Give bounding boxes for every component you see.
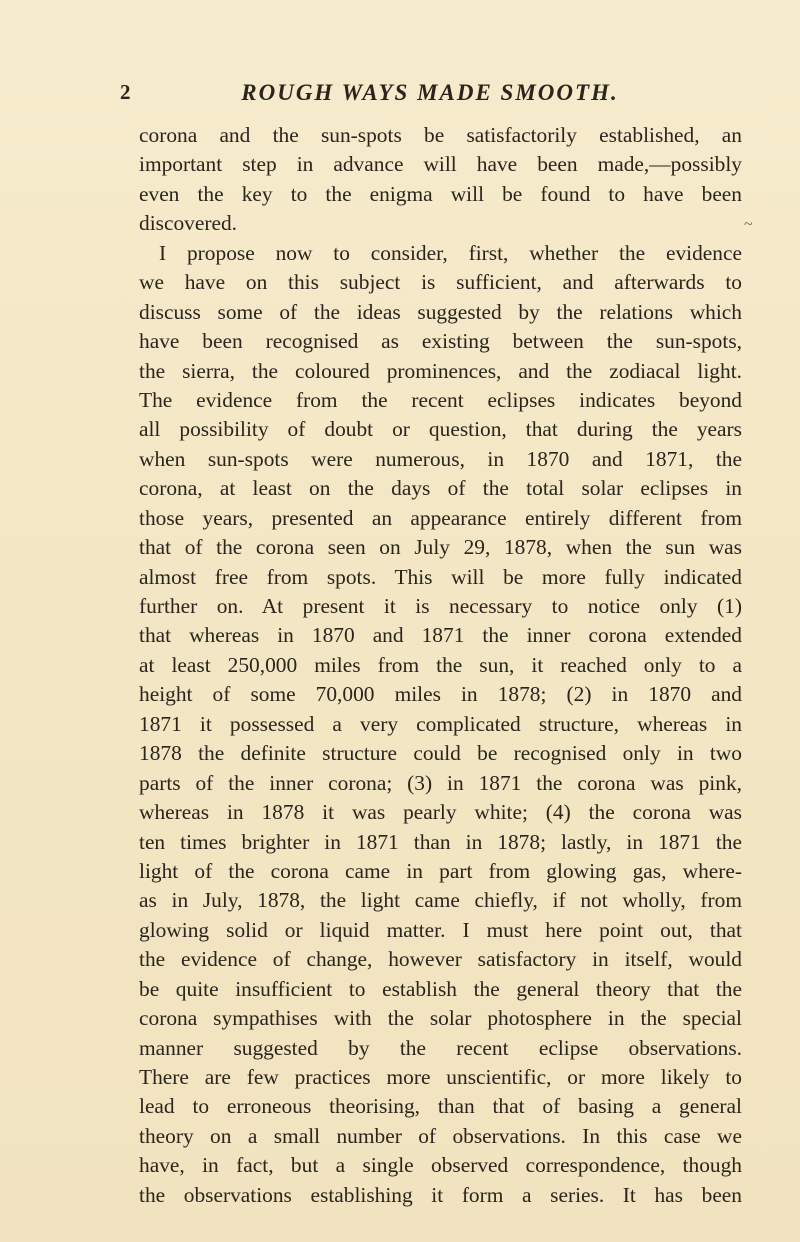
text-line: 1878 the definite structure could be recognised only in two: [139, 741, 742, 766]
text-line: when sun-spots were numerous, in 1870 and 1871, the: [139, 446, 742, 471]
text-line: corona sympathises with the solar photosphere in the special: [139, 1006, 742, 1031]
text-line: whereas in 1878 it was pearly white; (4) the corona was: [139, 800, 742, 825]
text-line: parts of the inner corona; (3) in 1871 the corona was pink,: [139, 770, 742, 795]
text-line: height of some 70,000 miles in 1878; (2) in 1870 and: [139, 682, 742, 707]
text-line: theory on a small number of observations. In this case we: [139, 1123, 742, 1148]
text-line: important step in advance will have been made,—possibly: [139, 152, 742, 177]
text-line: be quite insufficient to establish the general theory that the: [139, 976, 742, 1001]
text-line: discovered.: [139, 211, 238, 236]
text-line: that of the corona seen on July 29, 1878, when the sun was: [139, 535, 742, 560]
text-line: I propose now to consider, first, whether the evidence: [159, 240, 742, 265]
text-line: that whereas in 1870 and 1871 the inner corona extended: [139, 623, 742, 648]
text-line: corona, at least on the days of the total solar eclipses in: [139, 476, 742, 501]
text-line: further on. At present it is necessary to notice only (1): [139, 594, 742, 618]
text-line: ten times brighter in 1871 than in 1878; lastly, in 1871 the: [139, 829, 742, 854]
text-line: The evidence from the recent eclipses indicates beyond: [139, 387, 742, 412]
running-head: [120, 80, 740, 110]
text-line: have, in fact, but a single observed correspondence, though: [139, 1153, 742, 1178]
text-line: have been recognised as existing between the sun-spots,: [139, 329, 742, 354]
text-line: light of the corona came in part from glowing gas, where-: [139, 858, 742, 883]
text-line: manner suggested by the recent eclipse observations.: [139, 1035, 742, 1060]
text-line: the observations establishing it form a series. It has been: [139, 1182, 742, 1207]
text-line: at least 250,000 miles from the sun, it reached only to a: [139, 652, 742, 677]
text-line: lead to erroneous theorising, than that of basing a general: [139, 1094, 742, 1119]
text-line: almost free from spots. This will be more fully indicated: [139, 564, 742, 589]
text-line: There are few practices more unscientific, or more likely to: [139, 1065, 742, 1089]
body-text: [139, 121, 742, 1210]
text-line: we have on this subject is sufficient, and afterwards to: [139, 270, 742, 295]
text-line: the sierra, the coloured prominences, and the zodiacal light.: [139, 358, 742, 383]
text-line: glowing solid or liquid matter. I must here point out, that: [139, 917, 742, 942]
text-line: 1871 it possessed a very complicated structure, whereas in: [139, 711, 742, 736]
text-line: the evidence of change, however satisfactory in itself, would: [139, 947, 742, 972]
text-line: discuss some of the ideas suggested by the relations which: [139, 299, 742, 324]
text-line: those years, presented an appearance entirely different from: [139, 505, 742, 530]
text-line: all possibility of doubt or question, that during the years: [139, 417, 742, 442]
text-line: corona and the sun-spots be satisfactorily established, an: [139, 123, 742, 147]
running-title: ROUGH WAYS MADE SMOOTH.: [241, 80, 619, 105]
text-line: as in July, 1878, the light came chiefly, if not wholly, from: [139, 888, 742, 913]
page-number: 2: [120, 80, 131, 104]
margin-dash-mark: ~: [744, 216, 753, 233]
text-line: even the key to the enigma will be found to have been: [139, 181, 742, 206]
